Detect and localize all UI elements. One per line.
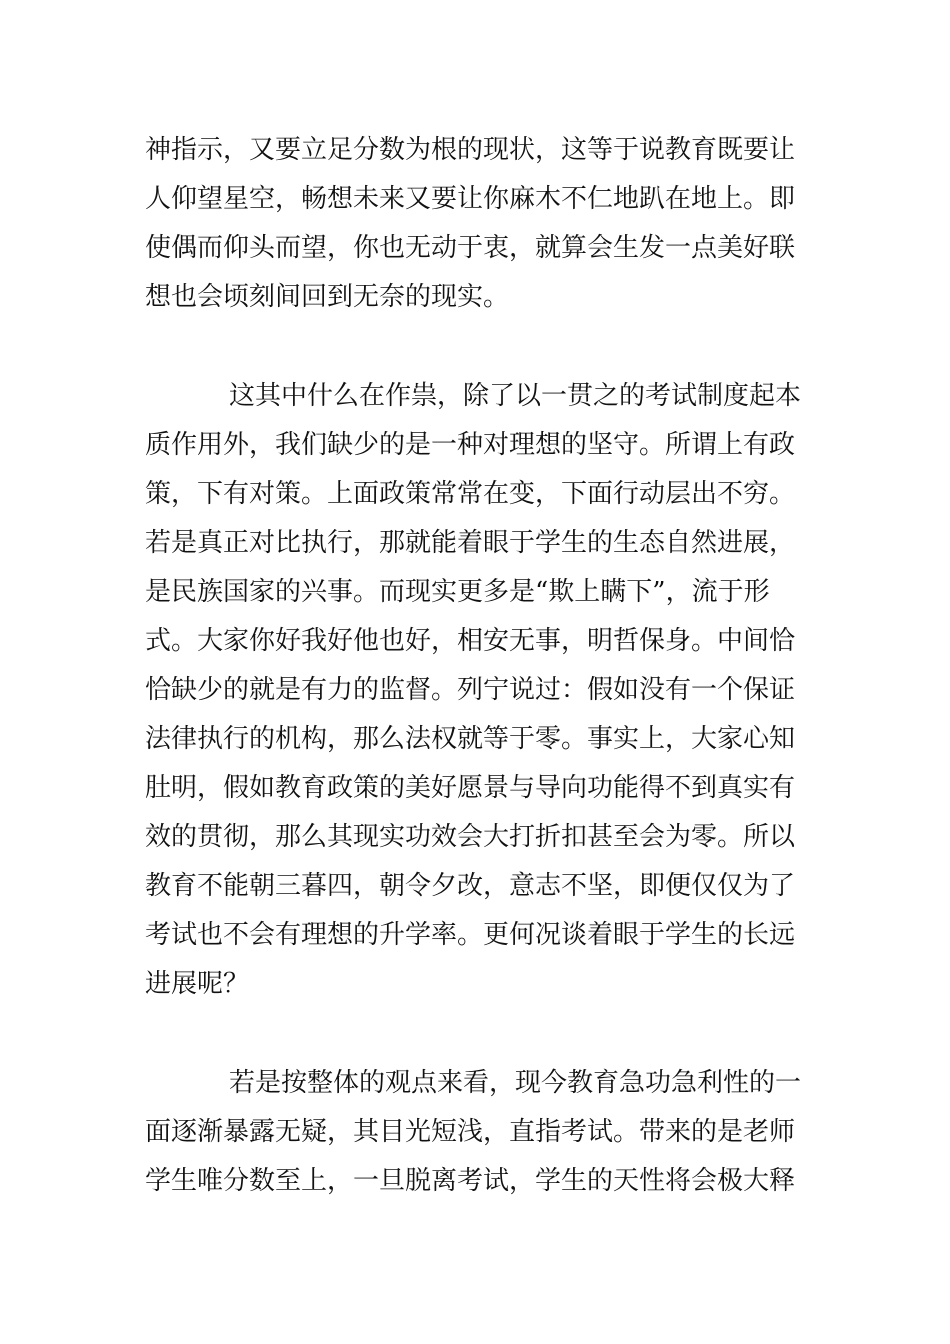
text-line: 策，下有对策。上面政策常常在变，下面行动层出不穷。 xyxy=(145,479,796,509)
text-line: 进展呢？ xyxy=(145,969,250,999)
text-line: 面逐渐暴露无疑，其目光短浅，直指考试。带来的是老师 xyxy=(145,1117,796,1147)
text-line: 想也会顷刻间回到无奈的现实。 xyxy=(145,282,510,312)
text-line: 神指示，又要立足分数为根的现状，这等于说教育既要让 xyxy=(145,135,796,165)
text-line: 法律执行的机构，那么法权就等于零。事实上，大家心知 xyxy=(145,724,796,754)
text-line: 教育不能朝三暮四，朝令夕改，意志不坚，即便仅仅为了 xyxy=(145,871,796,901)
text-line: 效的贯彻，那么其现实功效会大打折扣甚至会为零。所以 xyxy=(145,822,796,852)
text-line: 这其中什么在作祟，除了以一贯之的考试制度起本 xyxy=(229,381,802,411)
text-line: 考试也不会有理想的升学率。更何况谈着眼于学生的长远 xyxy=(145,920,796,950)
text-line: 质作用外，我们缺少的是一种对理想的坚守。所谓上有政 xyxy=(145,430,796,460)
text-line: 使偶而仰头而望，你也无动于衷，就算会生发一点美好联 xyxy=(145,233,796,263)
text-line: 恰缺少的就是有力的监督。列宁说过：假如没有一个保证 xyxy=(145,675,796,705)
text-line: 式。大家你好我好他也好，相安无事，明哲保身。中间恰 xyxy=(145,626,796,656)
text-line: 若是真正对比执行，那就能着眼于学生的生态自然进展， xyxy=(145,528,796,558)
text-line: 人仰望星空，畅想未来又要让你麻木不仁地趴在地上。即 xyxy=(145,184,796,214)
text-line: 若是按整体的观点来看，现今教育急功急利性的一 xyxy=(229,1068,802,1098)
text-line: 肚明，假如教育政策的美好愿景与导向功能得不到真实有 xyxy=(145,773,796,803)
text-line: 学生唯分数至上，一旦脱离考试，学生的天性将会极大释 xyxy=(145,1166,796,1196)
text-line: 是民族国家的兴事。而现实更多是“欺上瞒下”，流于形 xyxy=(145,577,770,607)
